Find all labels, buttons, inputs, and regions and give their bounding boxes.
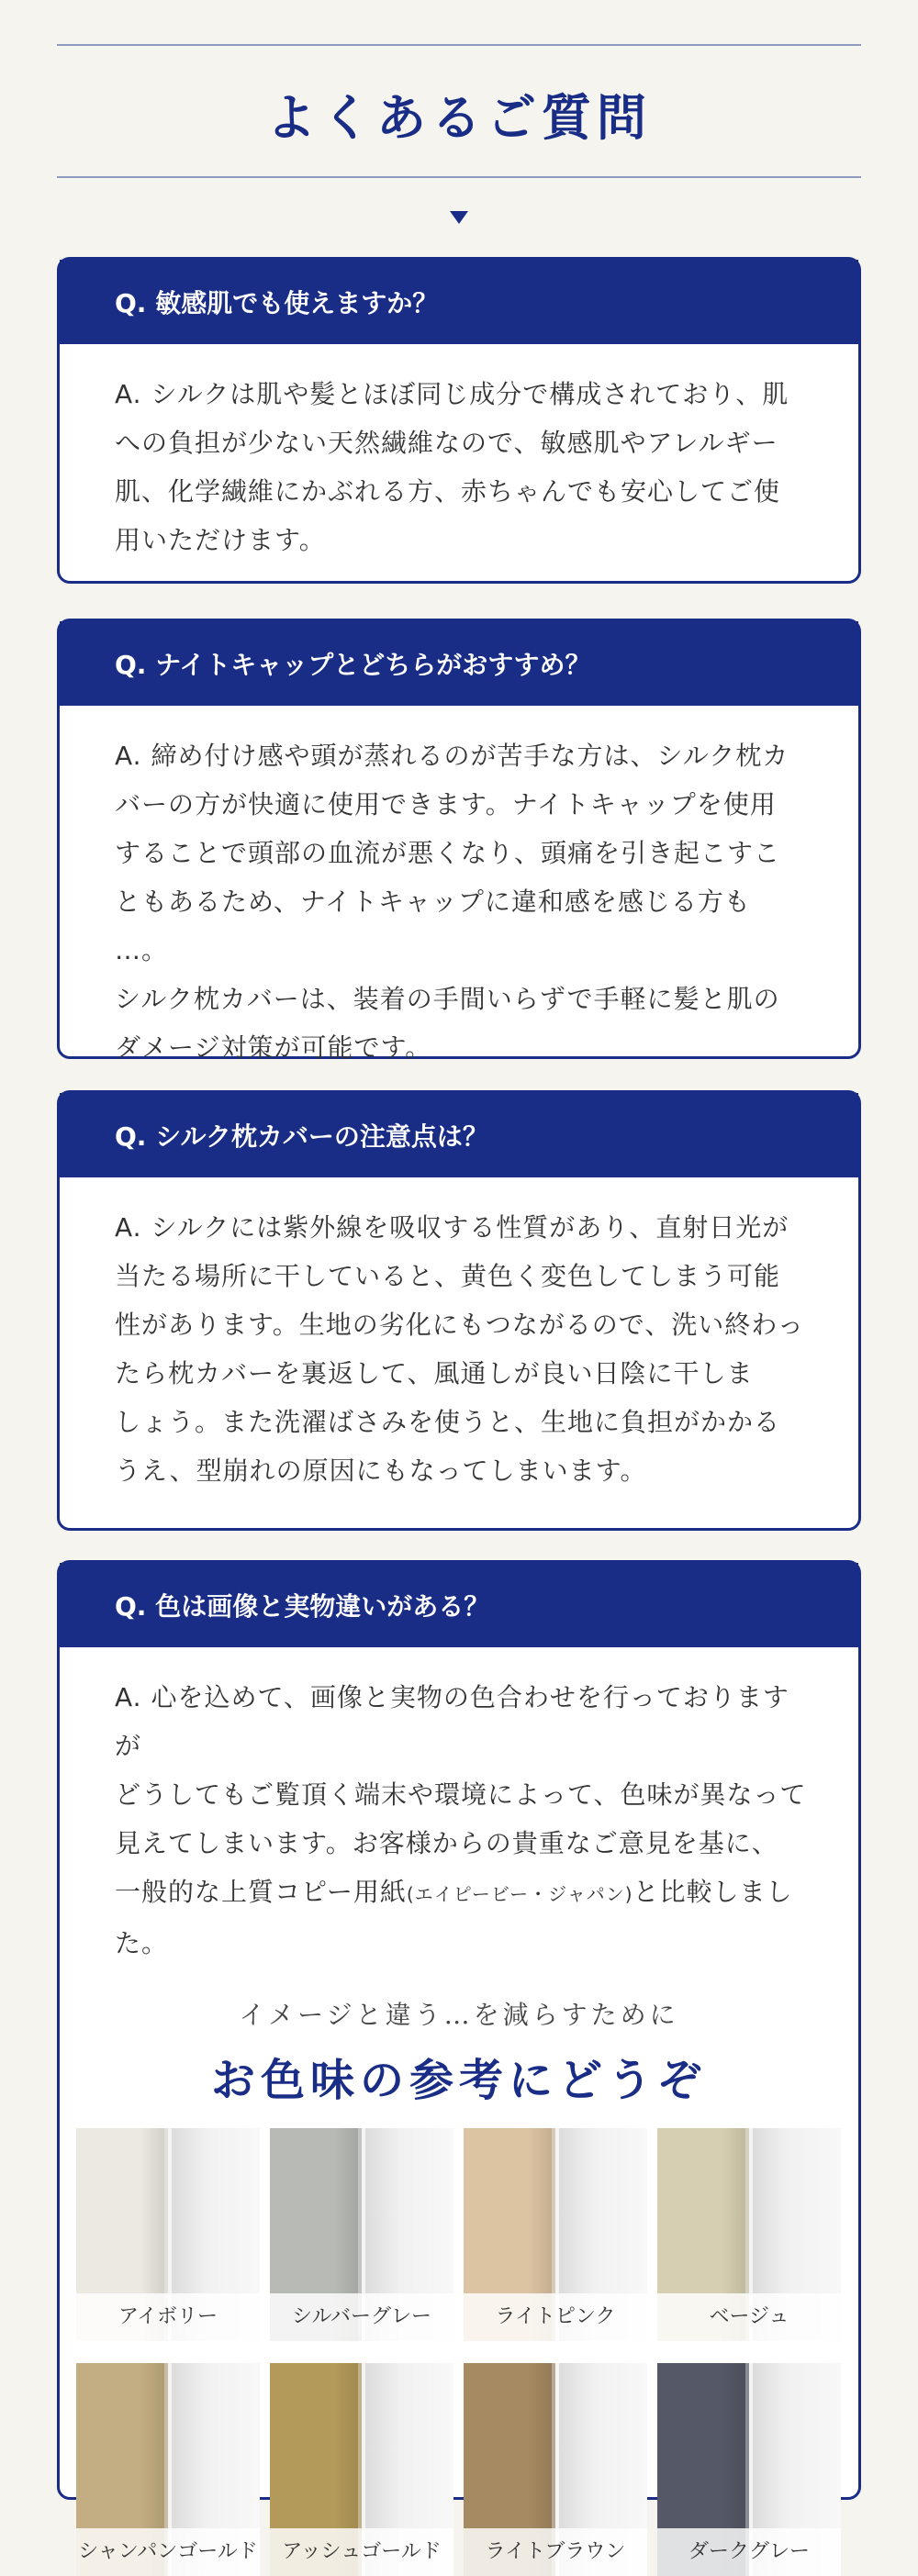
answer-line: うえ、型崩れの原因にもなってしまいます。 [115, 1455, 647, 1486]
swatch-label: シャンパンゴールド [76, 2528, 260, 2576]
answer-line: 当たる場所に干していると、黄色く変色してしまう可能 [115, 1261, 781, 1291]
swatch-light-pink [464, 2128, 647, 2341]
answer-line: 性があります。生地の劣化にもつながるので、洗い終わっ [115, 1310, 804, 1340]
faq-answer [60, 344, 858, 564]
faq-question[interactable]: Q. ナイトキャップとどちらがおすすめ？ [60, 621, 858, 706]
swatch-label: シルバーグレー [270, 2293, 453, 2341]
answer-line: 用いただけます。 [115, 525, 326, 555]
swatch-label: ライトピンク [464, 2293, 647, 2341]
down-arrow-icon [450, 211, 468, 224]
faq-item-precautions [57, 1090, 861, 1531]
answer-line [115, 1868, 809, 1968]
paper-brand-note: (エイピービー・ジャパン) [406, 1883, 633, 1905]
swatch-ivory [76, 2128, 260, 2341]
swatch-label: ベージュ [657, 2293, 841, 2341]
page-title: よくあるご質問 [266, 88, 652, 147]
swatch-label: ダークグレー [657, 2528, 841, 2576]
swatch-grid [60, 2128, 858, 2576]
swatch-dark-gray [657, 2363, 841, 2576]
faq-item-sensitive-skin [57, 257, 861, 584]
faq-answer [60, 1647, 858, 1968]
faq-item-nightcap [57, 619, 861, 1063]
color-guide-subtitle: イメージと違う…を減らすために [239, 2000, 679, 2030]
swatch-label: アイボリー [76, 2293, 260, 2341]
answer-line-suffix: と比較しました。 [115, 1877, 793, 1958]
faq-answer [60, 1177, 858, 1495]
answer-line: A. シルクには紫外線を吸収する性質があり、直射日光が [115, 1212, 789, 1243]
swatch-label: アッシュゴールド [270, 2528, 453, 2576]
swatch-silver-gray [270, 2128, 453, 2341]
swatch-light-brown [464, 2363, 647, 2576]
faq-item-color-difference [57, 1560, 861, 2563]
faq-question[interactable]: Q. 色は画像と実物違いがある？ [60, 1563, 858, 1647]
swatch-beige [657, 2128, 841, 2341]
faq-question[interactable]: Q. シルク枕カバーの注意点は？ [60, 1093, 858, 1177]
answer-line-prefix: 一般的な上質コピー用紙 [115, 1877, 407, 1907]
answer-line: ともあるため、ナイトキャップに違和感を感じる方も …。 [115, 887, 751, 965]
answer-line: A. シルクは肌や髪とほぼ同じ成分で構成されており、肌 [115, 379, 789, 409]
answer-line: どうしてもご覧頂く端末や環境によって、色味が異なって [115, 1779, 807, 1810]
faq-question[interactable]: Q. 敏感肌でも使えますか？ [60, 260, 858, 344]
header-top-divider [57, 44, 861, 46]
answer-line: 肌、化学繊維にかぶれる方、赤ちゃんでも安心してご使 [115, 476, 781, 507]
color-guide-heading: お色味の参考にどうぞ [210, 2055, 707, 2106]
swatch-ash-gold [270, 2363, 453, 2576]
answer-line: A. 心を込めて、画像と実物の色合わせを行っておりますが [115, 1682, 789, 1761]
swatch-champagne-gold [76, 2363, 260, 2576]
answer-line: たら枕カバーを裏返して、風通しが良い日陰に干しま [115, 1358, 754, 1388]
swatch-label: ライトブラウン [464, 2528, 647, 2576]
answer-line: シルク枕カバーは、装着の手間いらずで手軽に髪と肌の [115, 984, 780, 1014]
header-bottom-divider [57, 176, 861, 178]
answer-line: しょう。また洗濯ばさみを使うと、生地に負担がかかる [115, 1407, 781, 1437]
answer-line: バーの方が快適に使用できます。ナイトキャップを使用 [115, 789, 777, 820]
answer-line: A. 締め付け感や頭が蒸れるのが苦手な方は、シルク枕カ [115, 741, 789, 771]
answer-line: ダメージ対策が可能です。 [115, 1032, 432, 1063]
answer-line: 見えてしまいます。お客様からの貴重なご意見を基に、 [115, 1828, 778, 1858]
faq-answer [60, 706, 858, 1072]
answer-line: への負担が少ない天然繊維なので、敏感肌やアレルギー [115, 428, 778, 458]
answer-line: することで頭部の血流が悪くなり、頭痛を引き起こすこ [115, 838, 781, 868]
